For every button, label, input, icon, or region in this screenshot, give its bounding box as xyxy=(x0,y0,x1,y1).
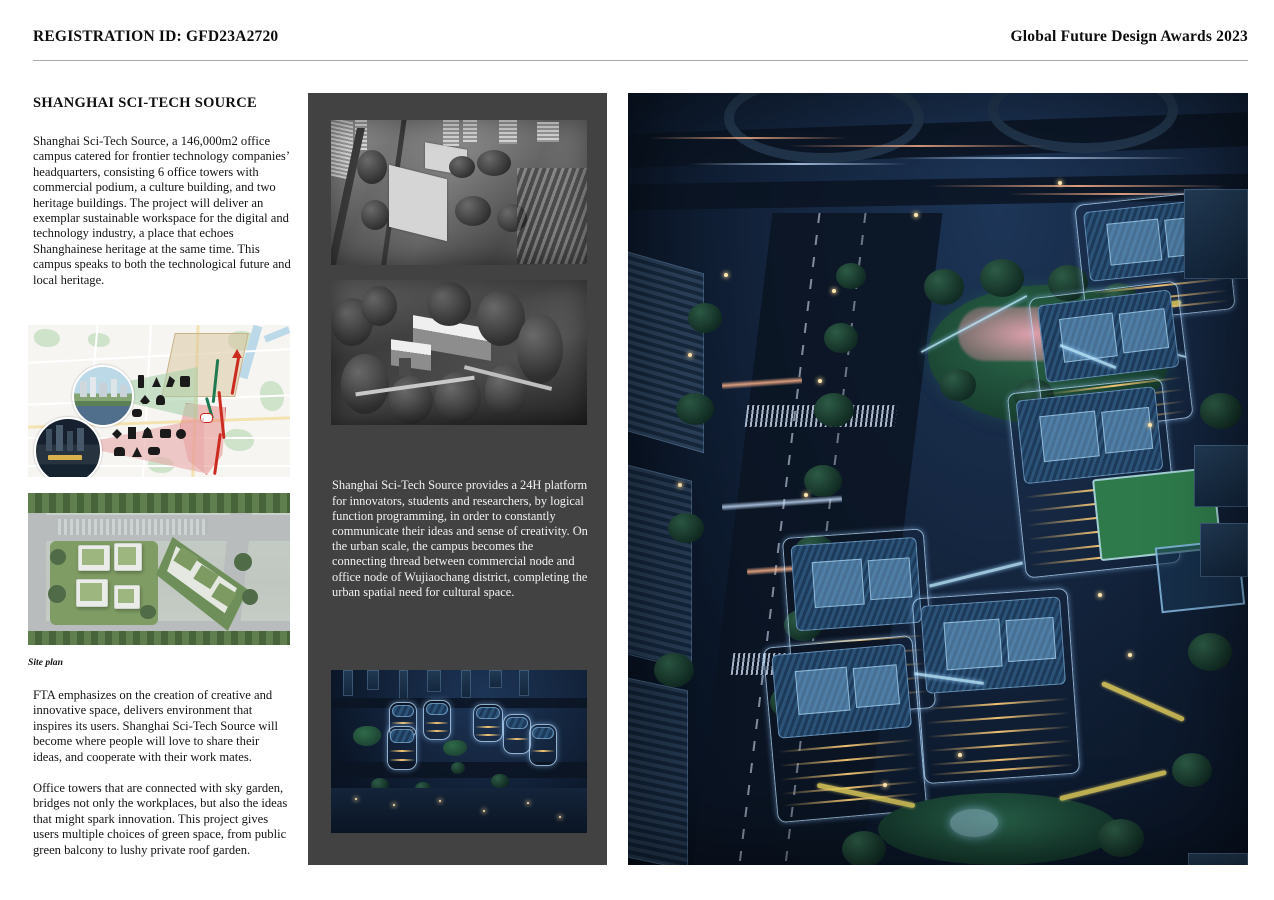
hero-street-tree xyxy=(654,653,694,687)
icon-retail xyxy=(160,429,171,438)
night-tree xyxy=(491,774,509,788)
hero-street-tree xyxy=(814,393,854,427)
campus-night-aerial-render xyxy=(331,670,587,833)
hero-tree xyxy=(1172,753,1212,787)
registration-id: REGISTRATION ID: GFD23A2720 xyxy=(33,28,279,45)
project-title: SHANGHAI SCI-TECH SOURCE xyxy=(33,95,257,111)
icon-car xyxy=(148,447,160,455)
site-tree-belt-north xyxy=(28,493,290,513)
icon-transit xyxy=(114,447,125,456)
night-office-tower xyxy=(423,700,451,740)
hero-tree xyxy=(980,259,1024,297)
night-background-tower xyxy=(343,670,353,696)
hero-existing-tower xyxy=(628,676,688,865)
night-background-tower xyxy=(519,670,529,696)
hero-tree xyxy=(1200,393,1242,429)
map-green-patch xyxy=(88,333,110,347)
hero-street-tree xyxy=(824,323,858,353)
hero-context-building xyxy=(1200,523,1248,577)
hero-tree xyxy=(1188,633,1232,671)
site-tree-cluster xyxy=(242,589,258,605)
panel-body-text: Shanghai Sci-Tech Source provides a 24H platform for innovators, students and researchers, by logical function programming, in order to constantly communicate their ideas and sense of creativity. On the urban scale, the campus becomes the connecting thread between commercial node and office node of Wujiaochang district, completing the urban spatial need for cultural space. xyxy=(332,478,588,599)
site-plan-caption: Site plan xyxy=(28,657,63,668)
site-tree-cluster xyxy=(50,549,66,565)
night-background-tower xyxy=(489,670,502,688)
icon-person xyxy=(156,395,165,405)
heritage-buildings-aerial-bw-photo xyxy=(331,280,587,425)
page-header xyxy=(33,28,1248,62)
header-divider xyxy=(33,60,1248,61)
main-night-aerial-render xyxy=(628,93,1248,865)
diagram-photo-day xyxy=(72,365,134,427)
map-green-patch xyxy=(224,429,254,451)
site-plan-caption-wrap xyxy=(28,652,290,668)
site-tree-belt-south xyxy=(28,631,290,645)
hero-tree xyxy=(842,831,886,865)
hero-office-tower-e xyxy=(763,635,928,823)
icon-plaza xyxy=(176,429,186,439)
award-title: Global Future Design Awards 2023 xyxy=(1010,28,1248,45)
urban-connection-diagram xyxy=(28,325,290,477)
night-road xyxy=(331,698,587,708)
site-roof-garden xyxy=(118,547,136,565)
hero-street-tree xyxy=(676,393,714,425)
site-roof-garden xyxy=(118,589,134,603)
left-text-column xyxy=(33,95,291,288)
hero-water-feature xyxy=(950,809,998,837)
map-route-arrow xyxy=(232,349,242,358)
night-office-tower xyxy=(503,714,531,754)
site-roof-garden xyxy=(82,549,104,565)
site-plan-aerial-view xyxy=(28,493,290,645)
site-tree-cluster xyxy=(140,605,156,619)
night-background-tower xyxy=(461,670,471,698)
night-office-tower xyxy=(473,704,503,742)
night-background-tower xyxy=(427,670,441,692)
middle-dark-panel xyxy=(308,93,607,865)
paragraph-two: FTA emphasizes on the creation of creative and innovative space, delivers environment that inspires its users. Shanghai Sci-Tech Source will become where people will love to share their ideas, and cooperate with their work mates. xyxy=(33,688,279,764)
hero-context-building xyxy=(1194,445,1248,507)
intro-paragraph: Shanghai Sci-Tech Source, a 146,000m2 office campus catered for frontier technology companies’ headquarters, consisting 6 office towers with commercial podium, a culture building, and two heritage buildings. The project will deliver an exemplar sustainable workspace for the digital and technology industry, a place that echoes Shanghainese heritage at the same time. This campus speaks to both the technological future and local heritage. xyxy=(33,134,291,287)
hero-street-tree xyxy=(688,303,722,333)
hero-office-tower-f xyxy=(912,588,1081,784)
night-background-tower xyxy=(367,670,379,690)
bw-vignette xyxy=(331,280,587,425)
night-foreground-district xyxy=(331,788,587,833)
night-background-tower xyxy=(399,670,408,700)
icon-dome xyxy=(132,409,142,417)
site-road-west xyxy=(28,493,46,645)
hero-existing-tower xyxy=(628,461,692,670)
hero-street-tree xyxy=(836,263,866,289)
hero-context-building xyxy=(1184,189,1248,279)
bw-vignette xyxy=(331,120,587,265)
paragraph-three: Office towers that are connected with sky garden, bridges not only the workplaces, but also the ideas that might spark innovation. This project gives users multiple choices of green space, from public green balcony to lushy private roof garden. xyxy=(33,781,288,857)
night-tree xyxy=(451,762,465,774)
diagram-photo-night xyxy=(34,417,102,477)
hero-street-tree xyxy=(804,465,842,497)
icon-shop xyxy=(128,427,136,439)
icon-block xyxy=(180,376,190,387)
night-office-tower xyxy=(529,724,557,766)
site-parking xyxy=(58,519,208,535)
site-roof-garden xyxy=(80,583,102,601)
site-tree-cluster xyxy=(234,553,252,571)
hero-tree xyxy=(1098,819,1144,857)
site-tree-cluster xyxy=(48,585,66,603)
map-green-patch xyxy=(34,329,60,347)
icon-tower xyxy=(138,375,144,388)
hero-tree xyxy=(940,369,976,401)
night-office-tower xyxy=(387,726,417,770)
hero-context-building xyxy=(1188,853,1248,865)
existing-site-aerial-bw-photo xyxy=(331,120,587,265)
hero-street-tree xyxy=(668,513,704,543)
hero-tree xyxy=(924,269,964,305)
